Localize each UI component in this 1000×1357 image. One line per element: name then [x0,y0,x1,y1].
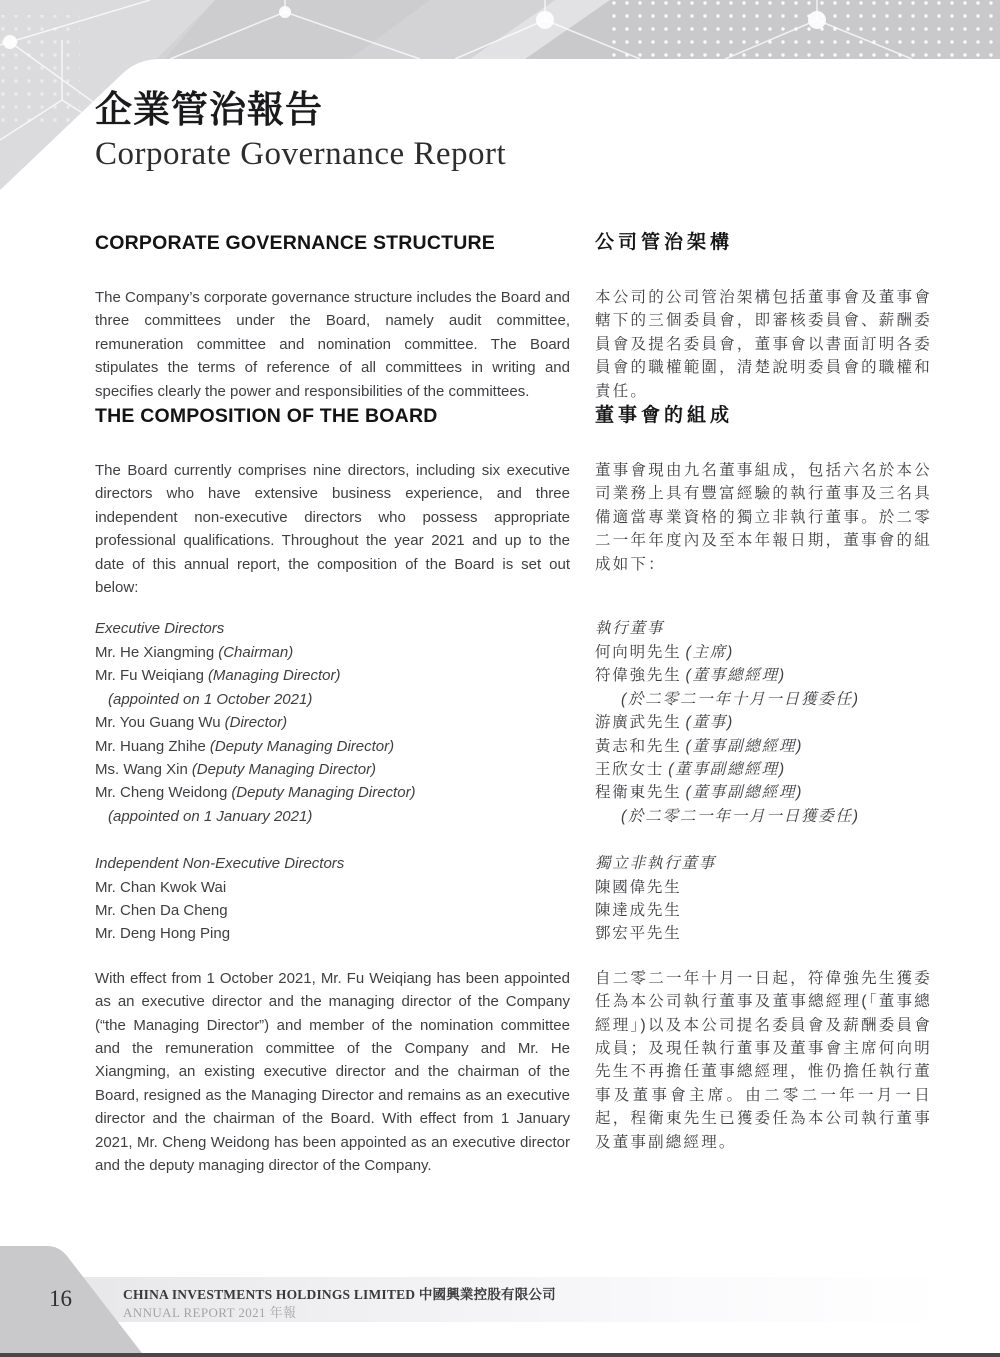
paragraph: 自二零二一年十月一日起，符偉強先生獲委任為本公司執行董事及董事總經理(「董事總經理」)以及本公司提名委員會及薪酬委員會成員；及現任執行董事及董事會主席何向明先生不再擔任董事總經理，惟仍擔任執行董事及董事會主席。由二零二一年一月一日起，程衛東先生已獲委任為本公司執行董事及董事副總經理。 [595,969,932,1151]
director-name: Mr. You Guang Wu [95,714,221,732]
section-heading-zh: 董事會的組成 [595,405,734,427]
governance-structure-chinese [595,230,932,403]
director-role: (董事) [685,714,735,732]
paragraph: With effect from 1 October 2021, Mr. Fu Weiqiang has been appointed as an executive director and the managing director of the Company (“the Managing Director”) and member of the nomination committee and the remuneration committee of the Company and Mr. He Xiangming, an existing executive director and the chairman of the Board, resigned as the Managing Director and remains as an executive director and the chairman of the Board. With effect from 1 January 2021, Mr. Cheng Weidong has been appointed as an executive director and the deputy managing director of the Company. [95,969,570,1174]
director-role: (Deputy Managing Director) [231,784,416,802]
list-item: 鄧宏平先生 [595,925,682,943]
list-item [95,641,570,664]
footer-report-title: ANNUAL REPORT 2021 年報 [123,1305,297,1320]
director-note: (於二零二一年十月一日獲委任) [621,690,860,708]
section-board-composition [95,403,932,599]
main-content [95,230,932,1177]
director-name: Mr. He Xiangming [95,643,215,661]
section-body-zh: 本公司的公司管治架構包括董事會及董事會轄下的三個委員會，即審核委員會、薪酬委員會及提名委員會，董事會以書面訂明各委員會的職權範圍，清楚說明委員會的職權和責任。 [595,289,932,400]
director-role: (Deputy Managing Director) [191,760,377,778]
director-note: (appointed on 1 January 2021) [108,807,313,825]
board-composition-chinese [595,403,932,599]
list-label: 獨立非執行董事 [595,855,717,873]
list-item [595,711,932,734]
director-name: Mr. Fu Weiqiang [95,667,204,685]
list-item: Mr. Chan Kwok Wai [95,878,227,896]
independent-directors-chinese [595,852,932,946]
executive-directors-list [95,617,932,828]
board-composition-english [95,403,570,599]
director-name: Mr. Cheng Weidong [95,784,228,802]
list-item: 陳國偉先生 [595,878,682,896]
section-heading-zh: 公司管治架構 [595,232,734,253]
director-role: (Chairman) [218,643,294,661]
director-name: 何向明先生 [595,643,682,661]
list-item: 陳達成先生 [595,901,682,919]
list-item [595,735,932,758]
director-name: Mr. Huang Zhihe [95,737,206,755]
list-label: Independent Non-Executive Directors [95,855,345,873]
director-role: (董事副總經理) [685,737,804,755]
list-item [95,781,570,804]
page-title-english: Corporate Governance Report [95,136,507,172]
executive-directors-english [95,617,570,828]
appointment-changes [95,967,932,1178]
footer-company-name: CHINA INVESTMENTS HOLDINGS LIMITED 中國興業控股有限公司 [123,1287,556,1302]
list-item: Mr. Deng Hong Ping [95,925,231,943]
director-name: 符偉強先生 [595,667,682,685]
list-item [95,711,570,734]
appointment-changes-english [95,967,570,1178]
director-role: (Managing Director) [207,667,341,685]
section-governance-structure [95,230,932,403]
director-name: 游廣武先生 [595,714,682,732]
director-name: 黃志和先生 [595,737,682,755]
director-role: (董事總經理) [685,667,786,685]
page-title-block [95,88,506,174]
director-role: (主席) [685,643,735,661]
list-item [595,664,932,687]
director-name: 程衛東先生 [595,784,682,802]
section-body-zh: 董事會現由九名董事組成，包括六名於本公司業務上具有豐富經驗的執行董事及三名具備適當專業資格的獨立非執行董事。於二零二一年年度內及至本年報日期，董事會的組成如下： [595,462,932,573]
page-number: 16 [49,1286,72,1311]
independent-directors-list [95,852,932,946]
director-name: Ms. Wang Xin [95,760,188,778]
list-item [595,781,932,804]
list-label: 執行董事 [595,620,665,638]
page-title-chinese: 企業管治報告 [95,90,323,131]
list-item [595,758,932,781]
independent-directors-english [95,852,570,946]
list-item [95,735,570,758]
director-role: (董事副總經理) [668,760,786,778]
list-item [95,758,570,781]
section-body-en: The Company’s corporate governance structure includes the Board and three committees under the Board, namely audit committee, remuneration committee and nomination committee. The Board stipulates the terms of reference of all committees in writing and specifies clearly the power and responsibilities of the committees. [95,289,570,400]
list-item [95,664,570,687]
appointment-changes-chinese [595,967,932,1178]
director-note: (appointed on 1 October 2021) [108,690,313,708]
section-heading-en: CORPORATE GOVERNANCE STRUCTURE [95,232,495,254]
list-item [595,641,932,664]
page-bottom-rule [0,1353,1000,1357]
director-role: (Director) [224,714,288,732]
section-body-en: The Board currently comprises nine directors, including six executive directors who have extensive business experience, and three independent non-executive directors who possess appropriate professional qualifications. Throughout the year 2021 and up to the date of this annual report, the composition of the Board is set out below: [95,462,570,597]
section-heading-en: THE COMPOSITION OF THE BOARD [95,405,438,428]
list-label: Executive Directors [95,620,225,638]
director-note: (於二零二一年一月一日獲委任) [621,807,860,825]
governance-structure-english [95,230,570,403]
executive-directors-chinese [595,617,932,828]
director-role: (Deputy Managing Director) [209,737,395,755]
director-role: (董事副總經理) [685,784,804,802]
list-item: Mr. Chen Da Cheng [95,901,228,919]
director-name: 王欣女士 [595,760,665,778]
